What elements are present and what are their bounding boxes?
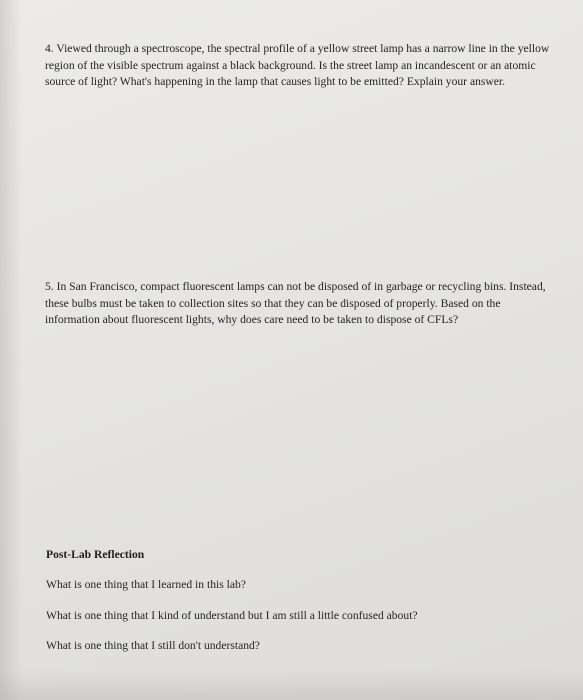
page-shadow-bottom <box>0 670 583 700</box>
reflection-question-confused: What is one thing that I kind of understand but I am still a little confused about? <box>46 609 418 622</box>
question-5 <box>45 279 555 329</box>
reflection-heading: Post-Lab Reflection <box>46 548 145 561</box>
question-4 <box>45 41 555 91</box>
question-5-text: In San Francisco, compact fluorescent lamps can not be disposed of in garbage or recycling bins. Instead, these bulbs must be taken to collection sites so that they can be disposed of properly. Based on the information about fluorescent lights, why does care need to be taken to dispose of CFLs? <box>45 280 546 326</box>
page-shadow-left <box>0 0 22 700</box>
reflection-question-learned: What is one thing that I learned in this lab? <box>46 578 246 591</box>
reflection-question-not-understood: What is one thing that I still don't understand? <box>46 639 260 652</box>
question-4-number: 4. <box>45 42 54 55</box>
question-5-number: 5. <box>45 280 54 293</box>
question-4-text: Viewed through a spectroscope, the spectral profile of a yellow street lamp has a narrow line in the yellow region of the visible spectrum against a black background. Is the street lamp an incandescent or an atomic source of light? What's happening in the lamp that causes light to be emitted? Explain your answer. <box>45 42 550 88</box>
